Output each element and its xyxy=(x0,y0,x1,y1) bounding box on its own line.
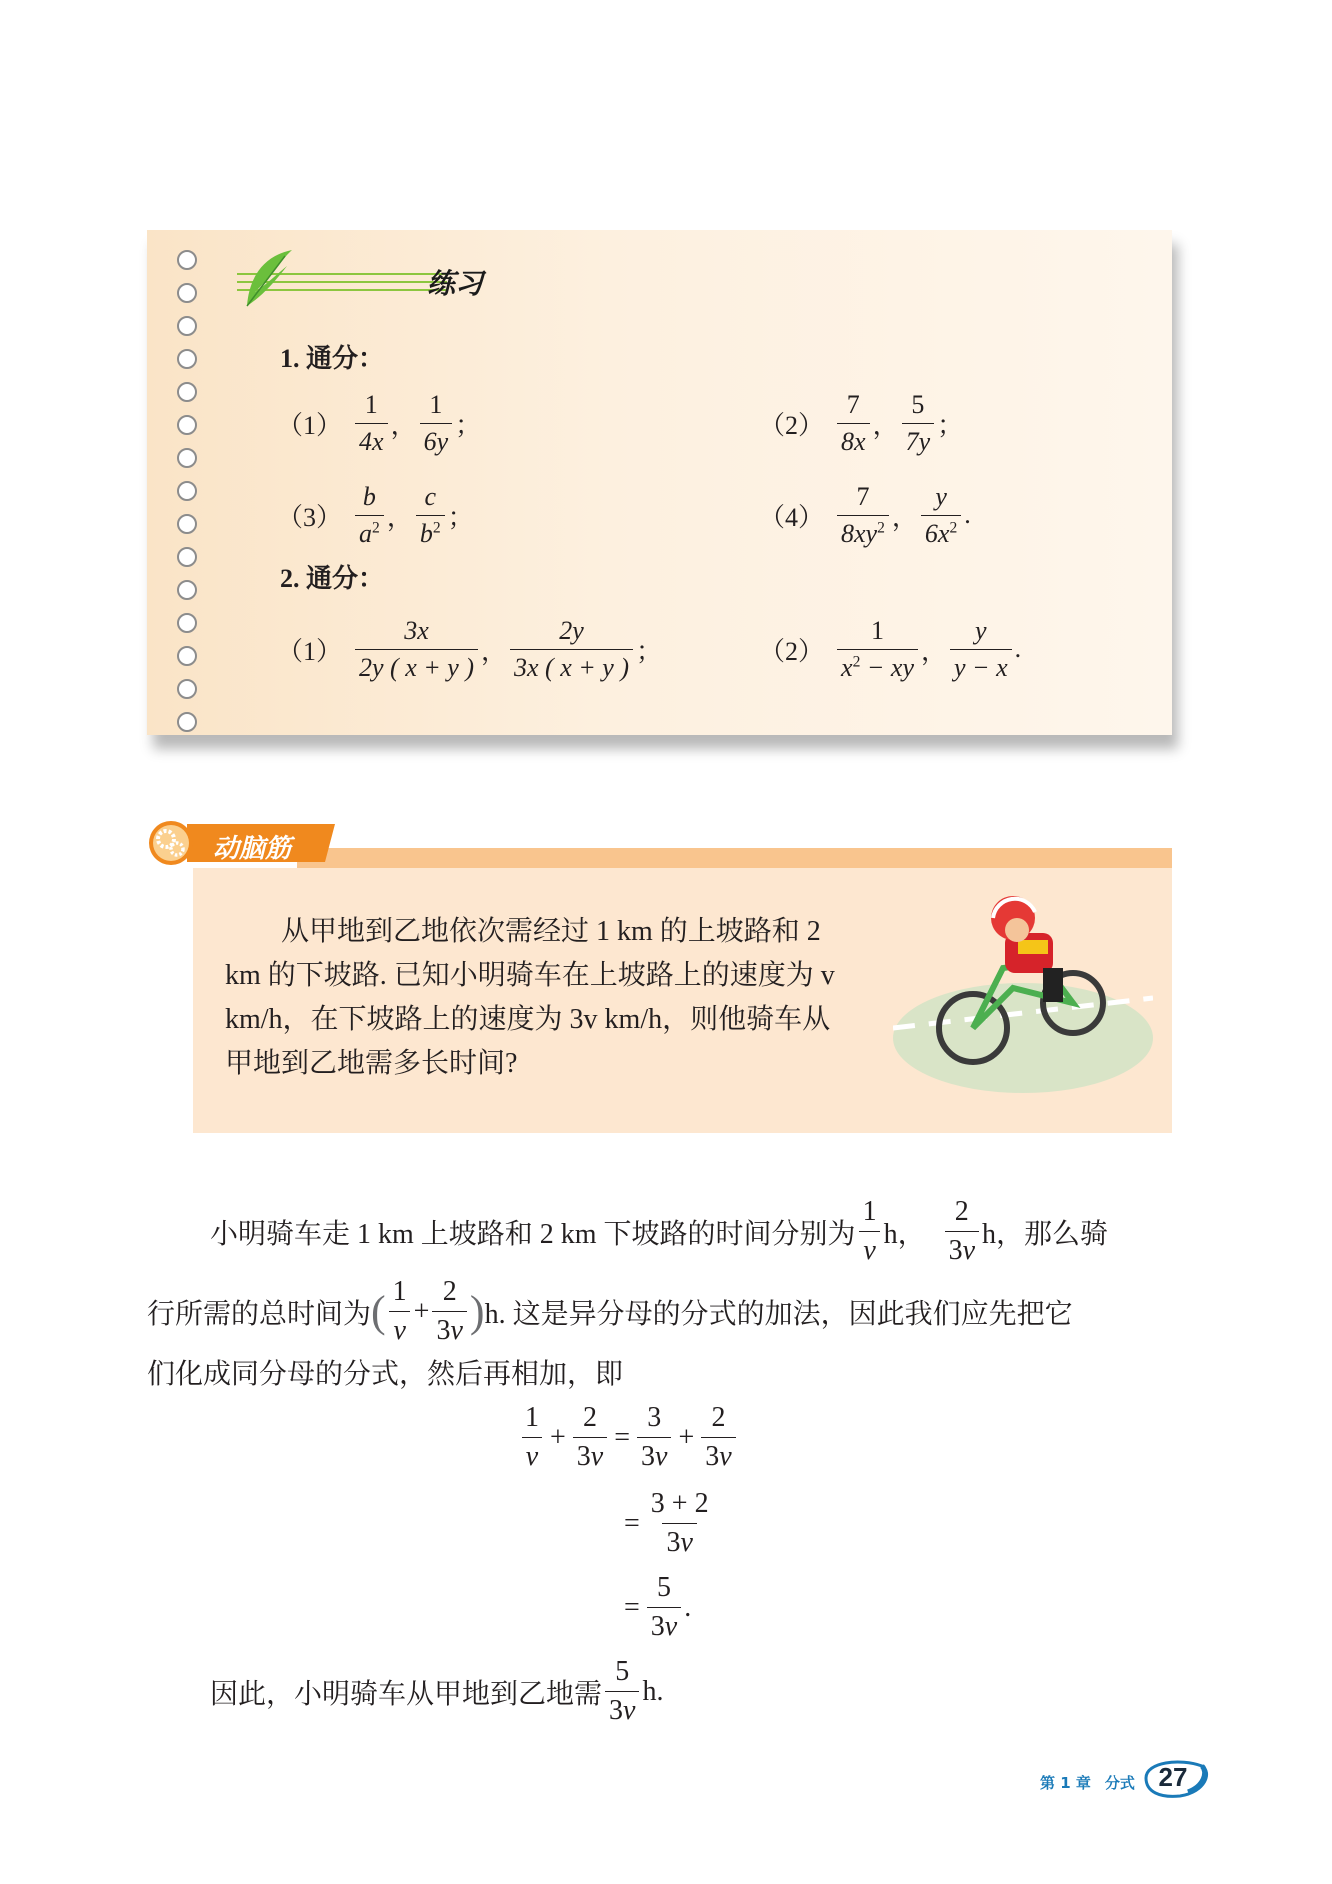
q1-item-3: （3） $\frac{b}{a^2}$ ， $\frac{c}{b^2}$ ； xyxy=(277,482,474,548)
equation-line-3: = $\frac{5}{3v}$ . xyxy=(624,1572,692,1643)
gear-icon xyxy=(147,818,197,868)
page-number: 27 xyxy=(1158,1762,1188,1792)
page-number-badge xyxy=(1140,1756,1210,1800)
exercise-card xyxy=(147,230,1172,735)
equation-line-2: = $\frac{3 + 2}{3v}$ xyxy=(624,1488,709,1559)
q1-item-4: （4） $\frac{7}{8xy^2}$ ， $\frac{y}{6x^2}$ . xyxy=(759,482,971,548)
q2-title: 2. 通分： xyxy=(280,564,385,593)
q2-item-2: （2） $\frac{1}{x^2 - xy}$ ， $\frac{y}{y - x}$ . xyxy=(759,616,1022,682)
binder-ring xyxy=(177,580,197,600)
conclusion: 因此，小明骑车从甲地到乙地需 $\frac{5}{3v}$ h. xyxy=(210,1656,664,1727)
body-paragraph-1: 小明骑车走 1 km 上坡路和 2 km 下坡路的时间分别为 $\frac{1}{v}$ h， $\frac{2}{3v}$ h，那么骑 xyxy=(210,1196,1109,1267)
brain-text: 从甲地到乙地依次需经过 1 km 的上坡路和 2 km 的下坡路. 已知小明骑车在上坡路上的速度为 v km/h，在下坡路上的速度为 3v km/h，则他骑车从甲地到乙地需多长时间? xyxy=(225,916,835,1079)
binder-ring xyxy=(177,514,197,534)
binder-ring xyxy=(177,316,197,336)
body-paragraph-3: 们化成同分母的分式，然后再相加，即 xyxy=(147,1359,624,1390)
binder-ring xyxy=(177,448,197,468)
binder-ring xyxy=(177,646,197,666)
q1-item-1: （1） $\frac{1}{4x}$ ， $\frac{1}{6y}$ ； xyxy=(277,390,482,456)
binder-ring xyxy=(177,712,197,732)
q2-item-1: （1） $\frac{3x}{2y ( x + y )}$ ， $\frac{2y}{3x ( x + y )}$ ； xyxy=(277,616,663,682)
binder-ring xyxy=(177,283,197,303)
body-paragraph-2: 行所需的总时间为 ( $\frac{1}{v}$ + $\frac{2}{3v}$ ) h. 这是异分母的分式的加法，因此我们应先把它 xyxy=(147,1276,1073,1347)
q1-title: 1. 通分： xyxy=(280,344,385,373)
exercise-heading: 练习 xyxy=(427,267,484,300)
binder-ring xyxy=(177,250,197,270)
brain-banner xyxy=(147,818,1172,868)
feather-icon xyxy=(207,244,537,314)
brain-title: 动脑筋 xyxy=(213,834,292,864)
footer-chapter: 第 1 章 分式 xyxy=(1040,1774,1135,1792)
binder-ring xyxy=(177,481,197,501)
binder-ring xyxy=(177,679,197,699)
equation-line-1: $\frac{1}{v}$ + $\frac{2}{3v}$ = $\frac{3}{3v}$ + $\frac{2}{3v}$ xyxy=(518,1402,739,1473)
cyclist-illustration xyxy=(893,878,1153,1103)
binder-ring xyxy=(177,382,197,402)
q1-item-2: （2） $\frac{7}{8x}$ ， $\frac{5}{7y}$ ； xyxy=(759,390,964,456)
brain-box xyxy=(193,868,1172,1133)
binder-ring xyxy=(177,415,197,435)
binder-ring xyxy=(177,613,197,633)
binder-ring xyxy=(177,547,197,567)
binder-ring xyxy=(177,349,197,369)
